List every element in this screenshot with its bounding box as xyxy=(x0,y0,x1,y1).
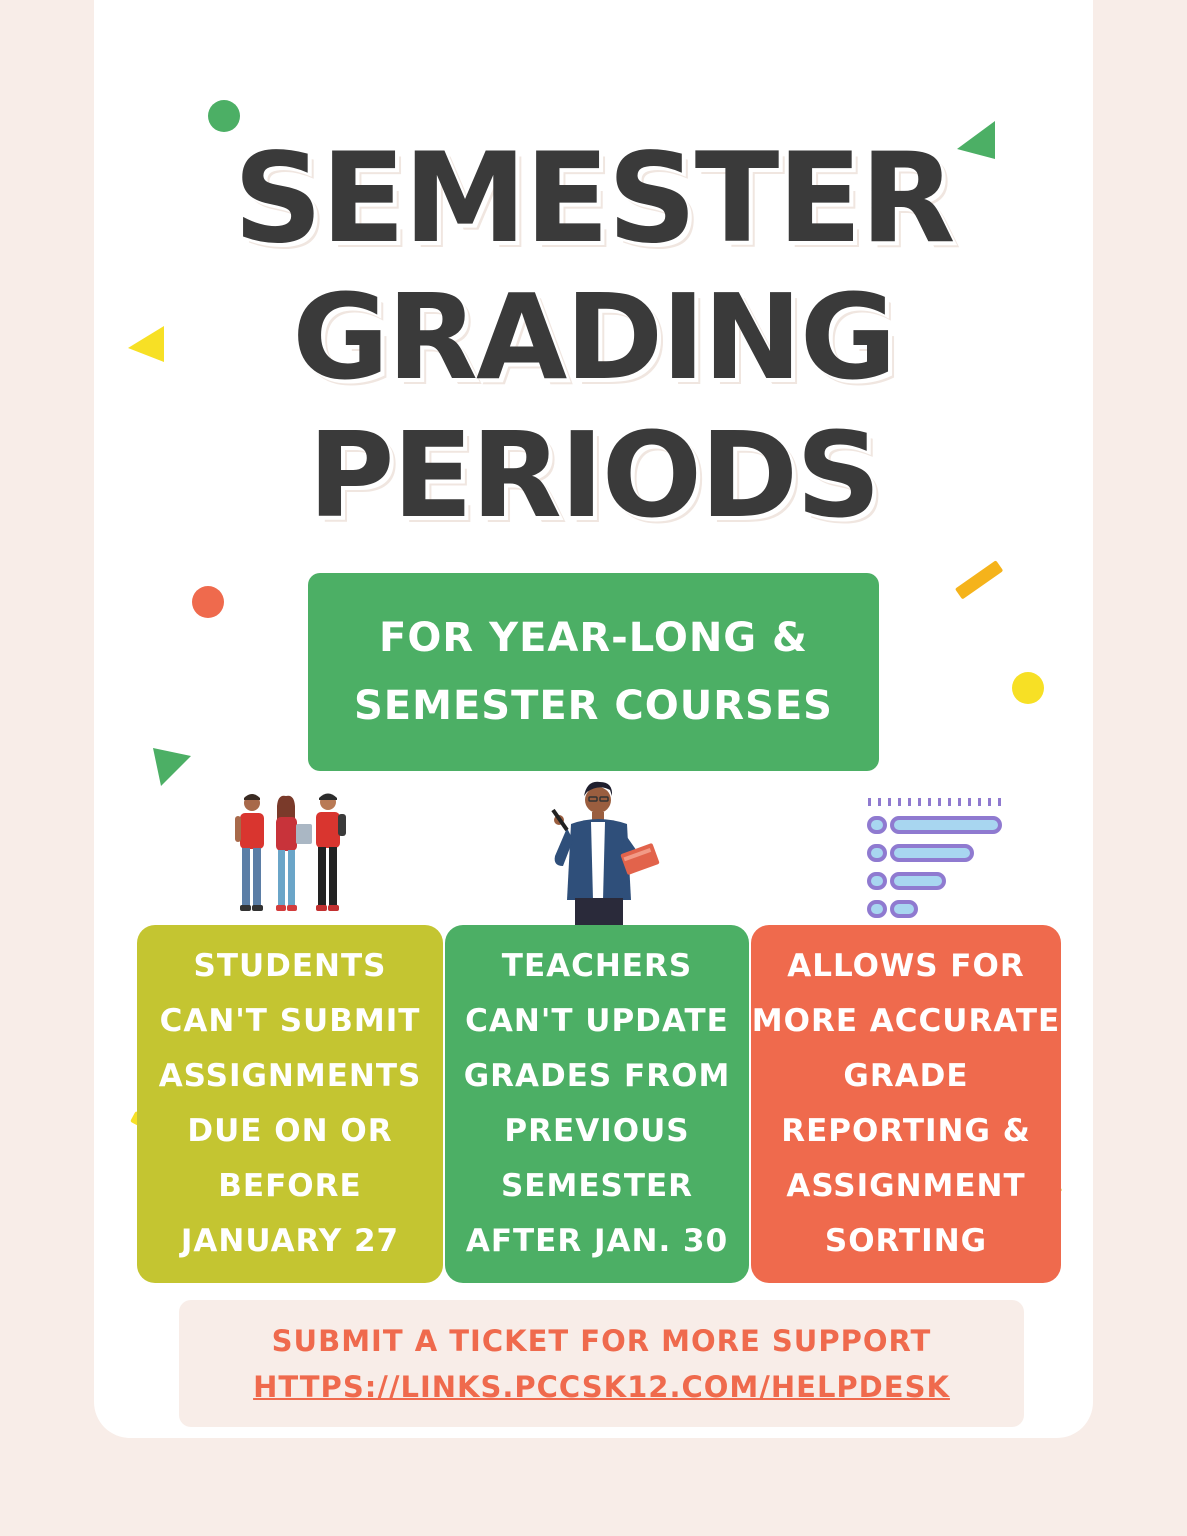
students-line: JANUARY 27 xyxy=(180,1223,400,1259)
support-text: SUBMIT A TICKET FOR MORE SUPPORT xyxy=(271,1323,932,1358)
support-box xyxy=(179,1300,1024,1427)
students-illustration xyxy=(230,788,360,918)
teachers-line: GRADES FROM xyxy=(463,1058,731,1094)
teachers-line: PREVIOUS xyxy=(504,1113,690,1149)
students-line: BEFORE xyxy=(218,1168,362,1204)
students-line: CAN'T SUBMIT xyxy=(159,1003,421,1039)
students-card xyxy=(137,925,443,1283)
students-line: DUE ON OR xyxy=(187,1113,393,1149)
students-line: ASSIGNMENTS xyxy=(158,1058,422,1094)
poster-title xyxy=(94,127,1093,544)
teachers-line: CAN'T UPDATE xyxy=(465,1003,729,1039)
benefits-line: MORE ACCURATE xyxy=(751,1003,1061,1039)
teachers-line: TEACHERS xyxy=(501,948,693,984)
benefits-line: SORTING xyxy=(824,1223,988,1259)
title-line-2: GRADING xyxy=(292,268,895,406)
courses-banner xyxy=(308,573,879,771)
courses-line-2: SEMESTER COURSES xyxy=(354,683,833,729)
teacher-illustration xyxy=(545,774,665,930)
title-line-1: SEMESTER xyxy=(233,127,954,271)
benefits-line: REPORTING & xyxy=(781,1113,1031,1149)
teachers-line: AFTER JAN. 30 xyxy=(465,1223,729,1259)
sorted-bars-icon xyxy=(864,796,1004,920)
benefits-line: GRADE xyxy=(843,1058,969,1094)
title-line-3: PERIODS xyxy=(307,406,880,544)
teachers-card xyxy=(445,925,749,1283)
yellow-dot-decoration xyxy=(1011,671,1045,705)
helpdesk-link[interactable]: HTTPS://LINKS.PCCSK12.COM/HELPDESK xyxy=(253,1369,950,1404)
green-triangle-small-decoration xyxy=(151,746,193,788)
benefits-line: ALLOWS FOR xyxy=(787,948,1025,984)
benefits-card xyxy=(751,925,1061,1283)
students-line: STUDENTS xyxy=(193,948,387,984)
yellow-bar-decoration xyxy=(952,558,1004,604)
courses-line-1: FOR YEAR-LONG & xyxy=(379,615,808,661)
coral-dot-decoration xyxy=(191,585,225,619)
teachers-line: SEMESTER xyxy=(500,1168,694,1204)
benefits-line: ASSIGNMENT xyxy=(786,1168,1026,1204)
